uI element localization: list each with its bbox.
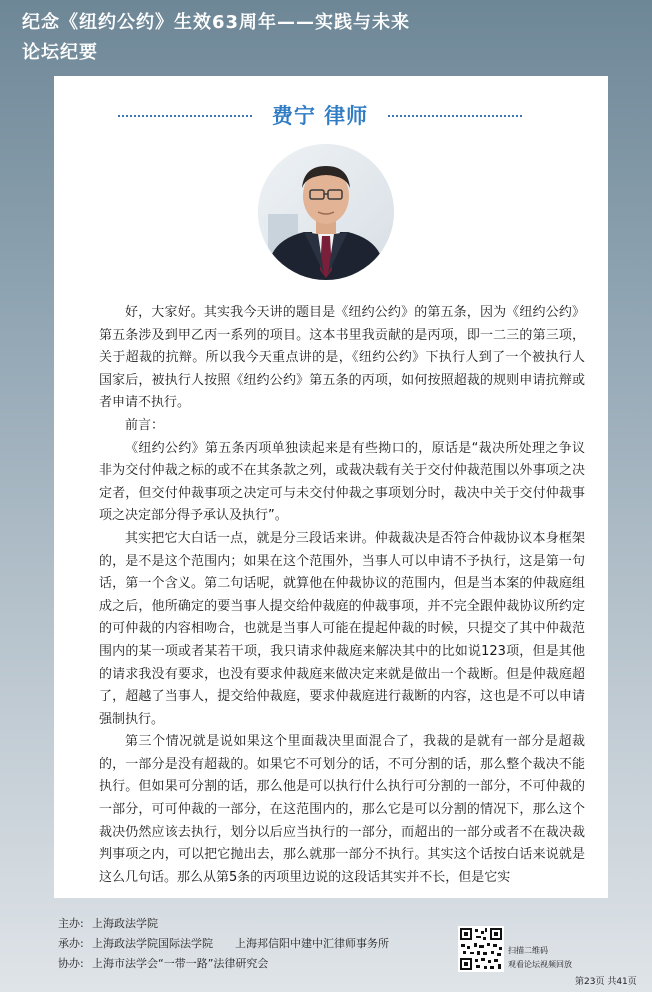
paragraph: 好，大家好。其实我今天讲的题目是《纽约公约》的第五条，因为《纽约公约》第五条涉及到甲乙丙一系列的项目。这本书里我贡献的是丙项，即一二三的第三项，关于超裁的抗辩。所以我今天重点讲的是，《纽约公约》下执行人到了一个被执行人国家后，被执行人按照《纽约公约》第五条的丙项，如何按照超裁的规则申请抗辩或者申请不执行。 [99,305,585,411]
speaker-name: 费宁 律师 [271,104,369,128]
dotted-divider-left [118,115,252,117]
organizer-footer [58,914,438,974]
host-label: 主办: [58,917,84,930]
qr-code-icon[interactable] [458,926,504,972]
host-name: 上海政法学院 [92,917,158,930]
paragraph: 第三个情况就是说如果这个里面裁决里面混合了，我裁的是就有一部分是超裁的，一部分是没有超裁的。如果它不可划分的话，不可分割的话，那么整个裁决不能执行。但如果可分割的话，那么他是可以执行什么执行可分割的一部分，不可仲裁的一部分，可可仲裁的一部分，在这范围内的，那么它是可以分割的情况下，那么这个裁决仍然应该去执行，划分以后应当执行的一部分，而超出的一部分或者不在裁决裁判事项之内，可以把它抛出去，那么就那一部分不执行。其实这个话按白话来说就是这么几句话。那么从第5条的丙项里边说的这段话其实并不长，但是它实 [99,734,585,885]
organizer-label: 承办: [58,937,84,950]
organizer-name-1: 上海政法学院国际法学院 [92,937,213,950]
co-organizer-label: 协办: [58,957,84,970]
header-subtitle: 论坛纪要 [22,42,98,63]
qr-caption [508,944,588,972]
speech-transcript [99,302,585,889]
paragraph: 其实把它大白话一点，就是分三段话来讲。仲裁裁决是否符合仲裁协议本身框架的，是不是这个范围内；如果在这个范围外，当事人可以申请不予执行，这是第一句话，第一个含义。第二句话呢，就算他在仲裁协议的范围内，但是当本案的仲裁庭组成之后，他所确定的要当事人提交给仲裁庭的仲裁事项，并不完全跟仲裁协议所约定的可仲裁的内容相吻合，也就是当事人可能在提起仲裁的时候，只提交了其中仲裁范围内的某一项或者某若干项，我只请求仲裁庭来解决其中的比如说123项，但是其他的请求我没有要求，也没有要求仲裁庭来做决定来就是做出一个裁断。但是仲裁庭超了，超越了当事人，提交给仲裁庭，要求仲裁庭进行裁断的内容，这也是不可以申请强制执行。 [99,530,585,727]
header-title: 纪念《纽约公约》生效63周年——实践与未来 [22,12,411,33]
paragraph: 前言： [125,417,165,433]
co-organizer-row [58,954,438,974]
host-row [58,914,438,934]
dotted-divider-right [388,115,522,117]
co-organizer-name: 上海市法学会“一带一路”法律研究会 [92,957,269,970]
paragraph: 《纽约公约》第五条丙项单独读起来是有些拗口的，原话是“裁决所处理之争议非为交付仲裁之标的或不在其条款之列，或裁决载有关于交付仲裁范围以外事项之决定者，但交付仲裁事项之决定可与未交付仲裁之事项划分时，裁决中关于交付仲裁事项之决定部分得予承认及执行”。 [99,440,585,524]
qr-caption-line-2: 观看论坛视频回放 [508,960,572,969]
speaker-portrait [258,144,394,280]
qr-caption-line-1: 扫描二维码 [508,946,548,955]
organizer-name-2: 上海邦信阳中建中汇律师事务所 [235,937,389,950]
organizer-row [58,934,438,954]
speaker-heading [54,100,608,130]
page-indicator: 第23页 共41页 [575,977,637,987]
content-card [54,76,608,898]
